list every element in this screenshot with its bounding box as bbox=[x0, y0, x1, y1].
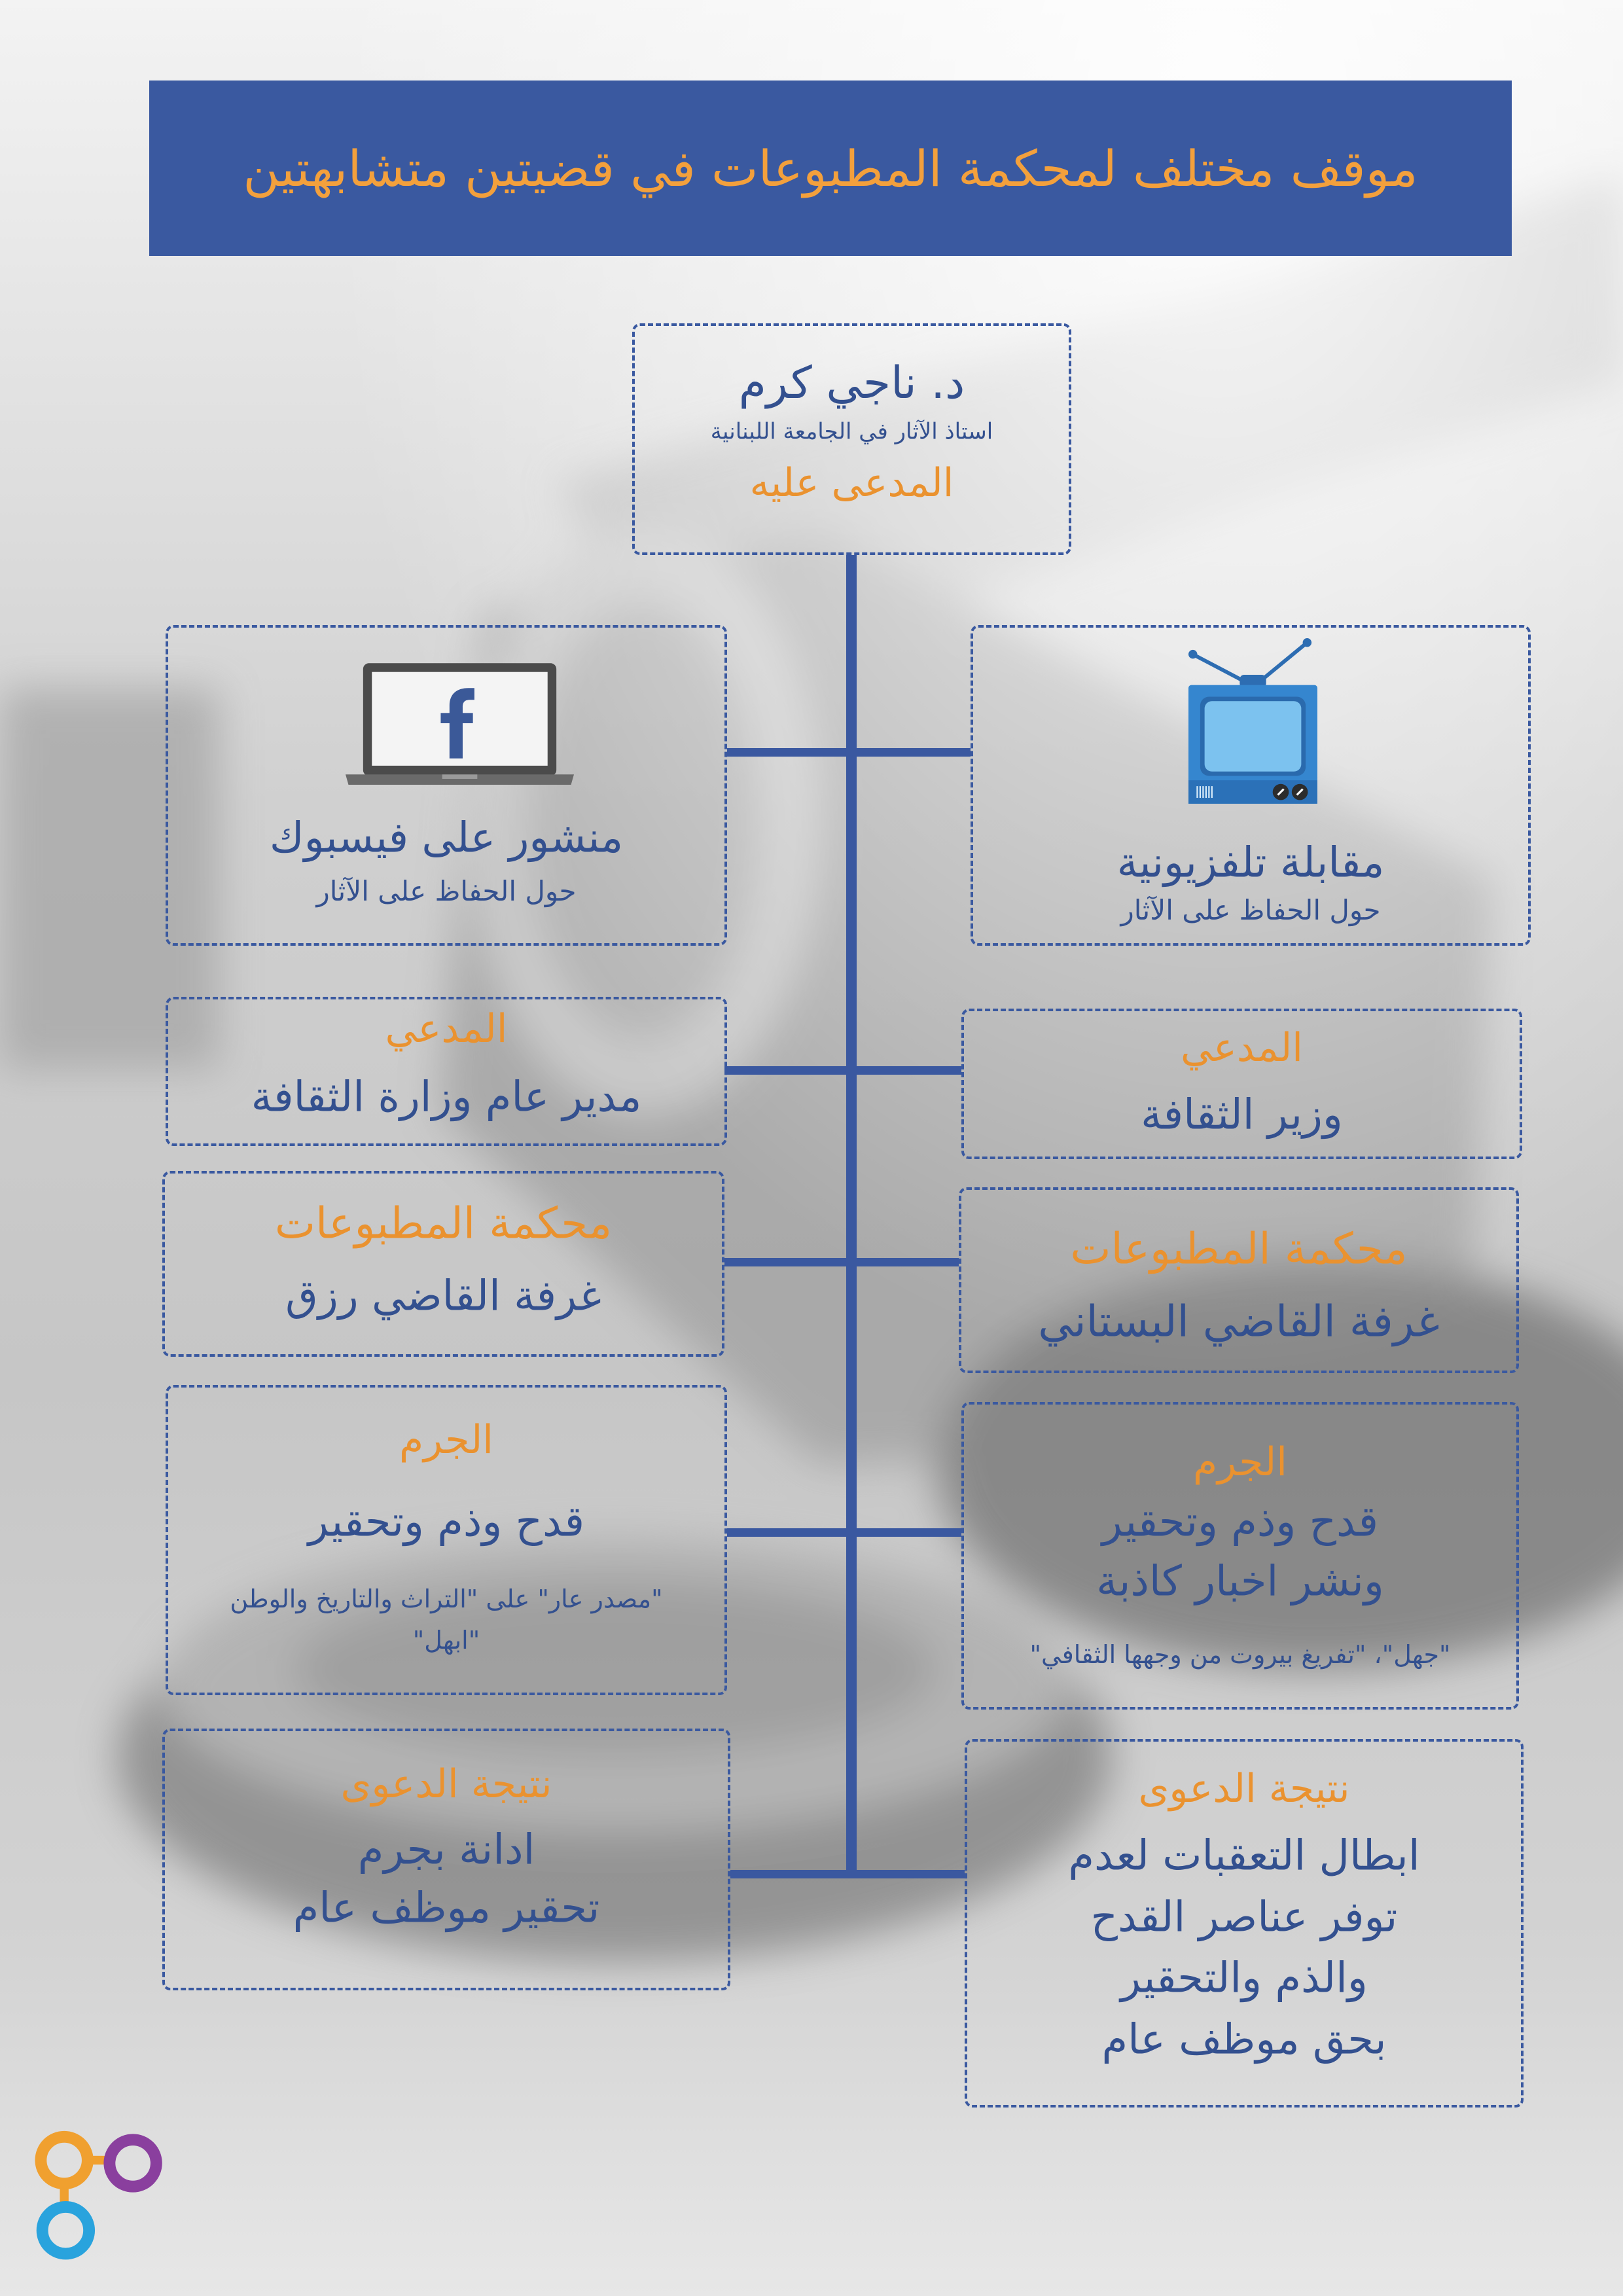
tv-interview-box bbox=[971, 625, 1531, 946]
tv-court-box bbox=[959, 1187, 1519, 1373]
verdict-label: نتيجة الدعوى bbox=[340, 1761, 552, 1807]
plaintiff-label: المدعي bbox=[1181, 1025, 1303, 1071]
verdict-label: نتيجة الدعوى bbox=[1138, 1766, 1350, 1812]
television-icon bbox=[1188, 638, 1317, 804]
verdict-text: تحقير موظف عام bbox=[293, 1884, 600, 1933]
verdict-text: ابطال التعقبات لعدم bbox=[1068, 1831, 1420, 1880]
source-subtitle: حول الحفاظ على الآثار bbox=[316, 874, 577, 907]
tv-verdict-box bbox=[965, 1739, 1524, 2108]
tv-charge-box bbox=[961, 1402, 1519, 1710]
connector-branch-line bbox=[730, 1870, 965, 1878]
charge-label: الجرم bbox=[1193, 1439, 1287, 1485]
plaintiff-name: مدير عام وزارة الثقافة bbox=[251, 1073, 642, 1122]
connector-branch-line bbox=[724, 1066, 961, 1075]
facebook-verdict-box bbox=[162, 1729, 730, 1990]
charge-label: الجرم bbox=[399, 1417, 493, 1463]
blue-ring-icon bbox=[43, 2207, 89, 2253]
court-chamber: غرفة القاضي رزق bbox=[285, 1272, 601, 1321]
page-title: موقف مختلف لمحكمة المطبوعات في قضيتين متشابهتين bbox=[243, 139, 1418, 198]
source-subtitle: حول الحفاظ على الآثار bbox=[1120, 893, 1381, 926]
court-label: محكمة المطبوعات bbox=[1070, 1223, 1408, 1274]
verdict-text: والذم والتحقير bbox=[1120, 1954, 1368, 2003]
connector-branch-line bbox=[727, 748, 971, 757]
charge-quote: "مصدر عار" على "التراث والتاريخ والوطن bbox=[230, 1585, 663, 1614]
facebook-charge-box bbox=[166, 1385, 727, 1695]
facebook-post-box bbox=[166, 625, 727, 946]
charge-quote: "ابهل" bbox=[412, 1626, 480, 1655]
source-title: منشور على فيسبوك bbox=[269, 814, 624, 863]
connector-branch-line bbox=[727, 1528, 961, 1537]
tv-plaintiff-box bbox=[961, 1009, 1522, 1159]
plaintiff-label: المدعي bbox=[385, 1006, 508, 1052]
facebook-plaintiff-box bbox=[166, 997, 727, 1146]
three-rings-logo-icon bbox=[32, 2126, 164, 2263]
charge-text: قدح وذم وتحقير bbox=[308, 1498, 585, 1547]
charge-text: ونشر اخبار كاذبة bbox=[1096, 1557, 1384, 1606]
defendant-label: المدعى عليه bbox=[749, 460, 954, 506]
facebook-court-box bbox=[162, 1171, 724, 1357]
source-title: مقابلة تلفزيونية bbox=[1116, 838, 1385, 888]
plaintiff-name: وزير الثقافة bbox=[1141, 1090, 1343, 1139]
verdict-text: ادانة بجرم bbox=[357, 1825, 535, 1874]
charge-quote: "جهل"، "تفريغ بيروت من وجهها الثقافي" bbox=[1029, 1640, 1451, 1670]
connector-branch-line bbox=[724, 1258, 959, 1266]
defendant-box bbox=[632, 323, 1071, 555]
defendant-name: د. ناجي كرم bbox=[738, 357, 965, 410]
orange-ring-icon bbox=[41, 2137, 87, 2183]
court-chamber: غرفة القاضي البستاني bbox=[1038, 1296, 1440, 1347]
defendant-role: استاذ الآثار في الجامعة اللبنانية bbox=[710, 418, 993, 445]
court-label: محكمة المطبوعات bbox=[274, 1198, 613, 1249]
purple-ring-icon bbox=[109, 2140, 156, 2186]
charge-text: قدح وذم وتحقير bbox=[1101, 1498, 1379, 1547]
verdict-text: بحق موظف عام bbox=[1101, 2015, 1387, 2064]
verdict-text: توفر عناصر القدح bbox=[1090, 1893, 1398, 1942]
laptop-facebook-icon bbox=[346, 662, 574, 785]
title-banner bbox=[149, 81, 1512, 256]
